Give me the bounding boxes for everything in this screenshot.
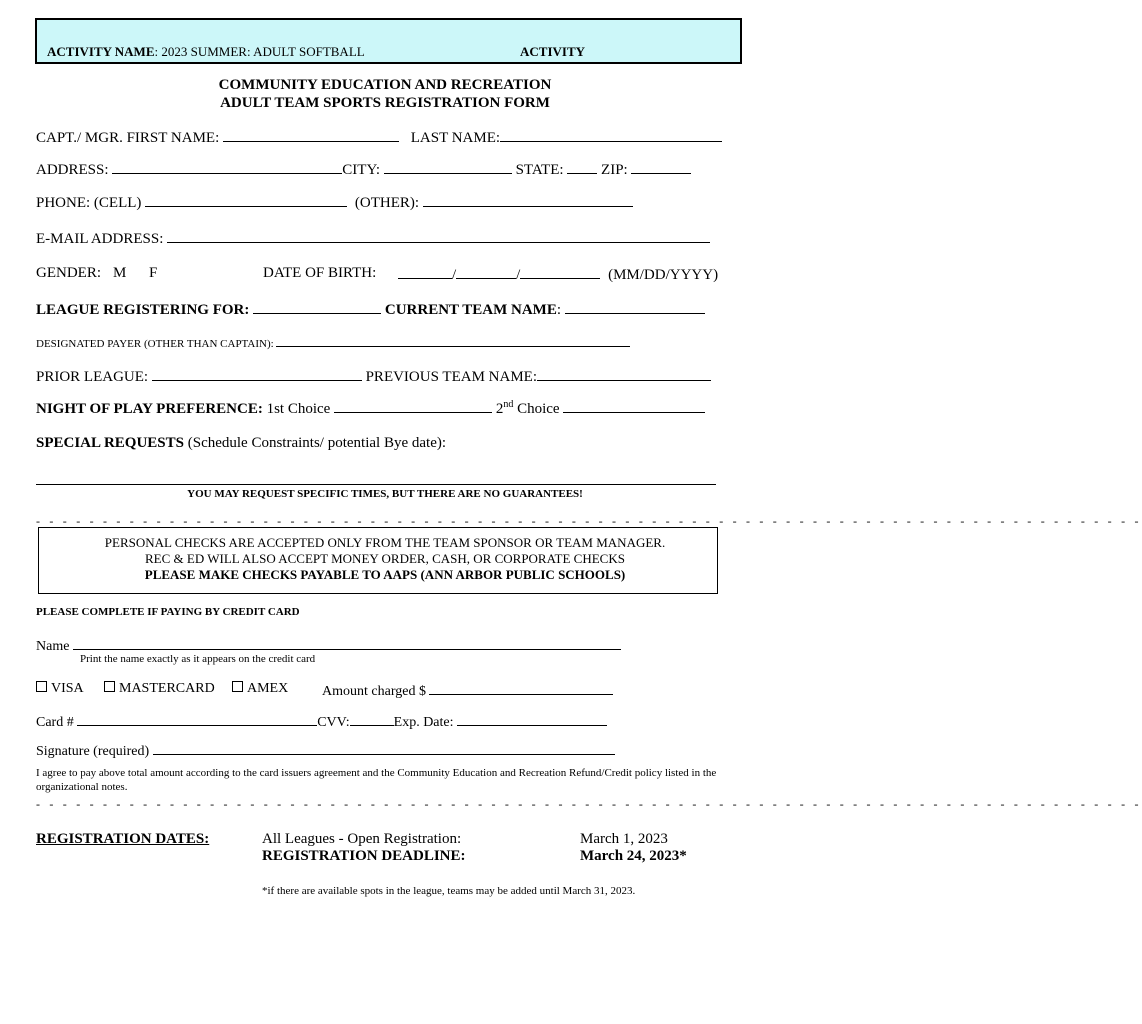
- mastercard-checkbox[interactable]: [104, 681, 115, 692]
- visa-checkbox[interactable]: [36, 681, 47, 692]
- first-choice-field[interactable]: [334, 399, 492, 413]
- cardholder-name-row: Name: [36, 636, 621, 655]
- activity-label: ACTIVITY: [520, 44, 586, 59]
- card-number-row: Card # CVV: Exp. Date:: [36, 712, 607, 731]
- form-title-line2: ADULT TEAM SPORTS REGISTRATION FORM: [220, 95, 550, 111]
- cvv-field[interactable]: [350, 712, 394, 726]
- dob-month-field[interactable]: [398, 265, 452, 279]
- open-registration-date: March 1, 2023: [580, 831, 668, 847]
- open-registration-label: All Leagues - Open Registration:: [262, 831, 462, 847]
- checks-notice-line3: PLEASE MAKE CHECKS PAYABLE TO AAPS (ANN ARBOR PUBLIC SCHOOLS): [144, 567, 626, 582]
- last-name-field[interactable]: [500, 128, 722, 142]
- zip-field[interactable]: [631, 160, 691, 174]
- night-preference-row: NIGHT OF PLAY PREFERENCE: 1st Choice 2nd Choice: [36, 399, 705, 418]
- deadline-date: March 24, 2023*: [580, 848, 687, 864]
- signature-row: Signature (required): [36, 741, 615, 760]
- dashed-divider: - - - - - - - - - - - - - - - - - - - - - - - - - - - - - - - - - - - - - - - - - - - - - - - - - - - - - - - - - - - - - - - - - - - - - - - - - - - - - - - - - - -: [36, 514, 1142, 528]
- phone-row: PHONE: (CELL) (OTHER):: [36, 193, 633, 212]
- amex-option[interactable]: AMEX: [232, 681, 288, 697]
- prior-league-row: PRIOR LEAGUE: PREVIOUS TEAM NAME:: [36, 367, 711, 386]
- league-field[interactable]: [253, 300, 381, 314]
- signature-field[interactable]: [153, 741, 615, 755]
- footnote: *if there are available spots in the league, teams may be added until March 31, 2023.: [262, 885, 636, 897]
- city-field[interactable]: [384, 160, 512, 174]
- card-number-field[interactable]: [77, 712, 317, 726]
- special-requests-field[interactable]: [36, 484, 716, 485]
- gender-label: GENDER:: [36, 265, 101, 281]
- gender-f-option[interactable]: F: [149, 265, 158, 281]
- mastercard-option[interactable]: MASTERCARD: [104, 681, 215, 697]
- first-name-field[interactable]: [223, 128, 399, 142]
- no-guarantee-notice: YOU MAY REQUEST SPECIFIC TIMES, BUT THERE ARE NO GUARANTEES!: [187, 488, 583, 500]
- state-field[interactable]: [567, 160, 597, 174]
- visa-option[interactable]: VISA: [36, 681, 84, 697]
- previous-team-field[interactable]: [537, 367, 711, 381]
- email-row: E-MAIL ADDRESS:: [36, 229, 710, 248]
- checks-notice-line2: REC & ED WILL ALSO ACCEPT MONEY ORDER, CASH, OR CORPORATE CHECKS: [145, 551, 625, 566]
- captain-name-row: CAPT./ MGR. FIRST NAME: LAST NAME:: [36, 128, 722, 147]
- league-row: LEAGUE REGISTERING FOR: CURRENT TEAM NAME:: [36, 300, 705, 319]
- registration-dates-heading: REGISTRATION DATES:: [36, 831, 210, 847]
- dashed-divider-2: - - - - - - - - - - - - - - - - - - - - - - - - - - - - - - - - - - - - - - - - - - - - - - - - - - - - - - - - - - - - - - - - - - - - - - - - - - - - - - - - - - -: [36, 797, 1142, 811]
- dob-year-field[interactable]: [520, 265, 600, 279]
- dob-label: DATE OF BIRTH:: [263, 265, 377, 281]
- cardholder-name-note: Print the name exactly as it appears on the credit card: [80, 653, 316, 665]
- address-row: ADDRESS: CITY: STATE: ZIP:: [36, 160, 691, 179]
- amount-charged-row: Amount charged $: [322, 681, 613, 700]
- exp-date-field[interactable]: [457, 712, 607, 726]
- prior-league-field[interactable]: [152, 367, 362, 381]
- cell-phone-field[interactable]: [145, 193, 347, 207]
- credit-card-heading: PLEASE COMPLETE IF PAYING BY CREDIT CARD: [36, 606, 300, 618]
- gender-m-option[interactable]: M: [113, 265, 127, 281]
- dob-fields: / / (MM/DD/YYYY): [398, 265, 718, 284]
- card-agreement-text: I agree to pay above total amount according to the card issuers agreement and the Community Education and Recreation Refund/Credit policy listed in the organizational notes.: [36, 767, 717, 793]
- special-requests-row: SPECIAL REQUESTS (Schedule Constraints/ potential Bye date):: [36, 435, 447, 451]
- dob-day-field[interactable]: [456, 265, 516, 279]
- current-team-field[interactable]: [565, 300, 705, 314]
- amex-checkbox[interactable]: [232, 681, 243, 692]
- second-choice-field[interactable]: [563, 399, 705, 413]
- checks-notice-line1: PERSONAL CHECKS ARE ACCEPTED ONLY FROM THE TEAM SPONSOR OR TEAM MANAGER.: [104, 535, 666, 550]
- cardholder-name-field[interactable]: [73, 636, 621, 650]
- address-field[interactable]: [112, 160, 342, 174]
- other-phone-field[interactable]: [423, 193, 633, 207]
- designated-payer-row: DESIGNATED PAYER (OTHER THAN CAPTAIN):: [36, 337, 630, 350]
- deadline-label: REGISTRATION DEADLINE:: [262, 848, 466, 864]
- amount-charged-field[interactable]: [429, 681, 613, 695]
- form-title-line1: COMMUNITY EDUCATION AND RECREATION: [218, 77, 552, 93]
- designated-payer-field[interactable]: [276, 337, 630, 347]
- activity-name: ACTIVITY NAME: 2023 SUMMER: ADULT SOFTBALL: [47, 44, 365, 59]
- activity-header-box: [35, 18, 742, 64]
- email-field[interactable]: [167, 229, 710, 243]
